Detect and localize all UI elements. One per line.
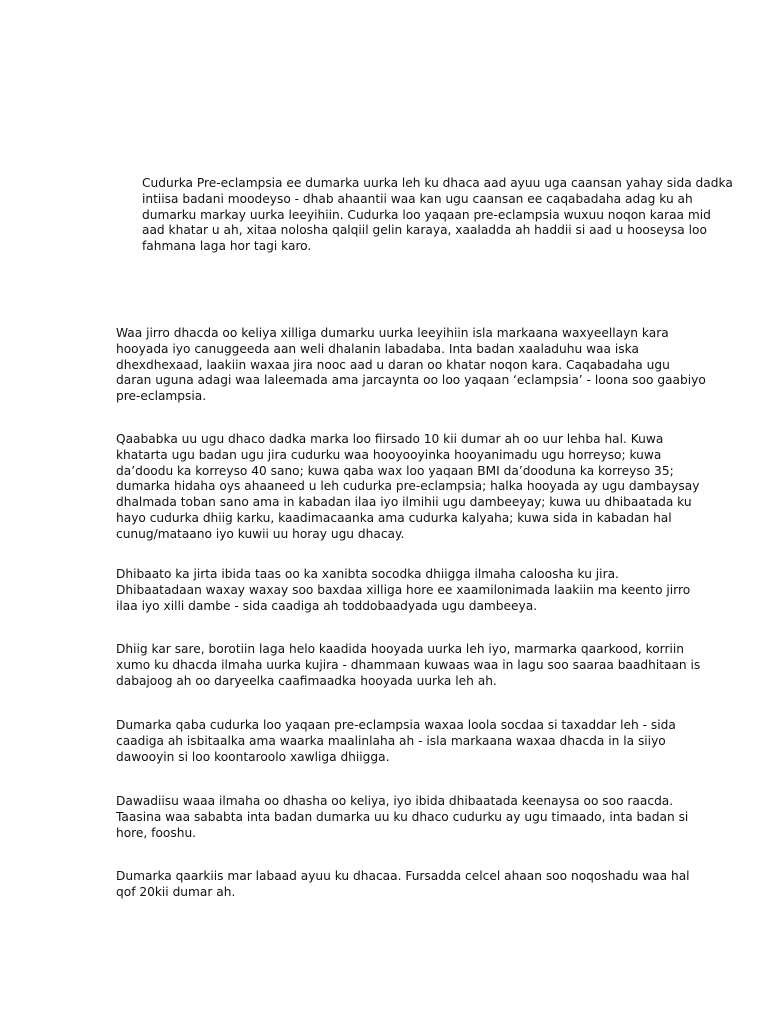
text-line: dawooyin si loo koontaroolo xawliga dhiigga. (116, 749, 390, 764)
text-line: Dawadiisu waaa ilmaha oo dhasha oo keliya, iyo ibida dhibaatada keenaysa oo soo raacda. (116, 794, 674, 808)
text-line: dabajoog ah oo daryeelka caafimaadka hooyada uurka leh ah. (116, 673, 497, 688)
text-line: cunug/mataano iyo kuwii uu horay ugu dhacay. (116, 526, 405, 541)
text-line: da’doodu ka korreyso 40 sano; kuwa qaba wax loo yaqaan BMI da’dooduna ka korreyso 35; (116, 463, 674, 478)
paragraph-risk-factors (116, 432, 699, 543)
text-line: aad khatar u ah, xitaa nolosha qalqiil gelin karaya, xaaladda ah haddii si aad u hooseysa loo (142, 223, 707, 238)
text-line: hore, fooshu. (116, 825, 197, 840)
text-line: Waa jirro dhacda oo keliya xilliga dumarku uurka leeyihiin isla markaana waxyeellayn kara (116, 326, 669, 340)
text-line: intiisa badani moodeyso - dhab ahaantii waa kan ugu caansan ee caqabadaha adag ku ah (142, 191, 693, 206)
text-line: Dumarka qaba cudurka loo yaqaan pre-eclampsia waxaa loola socdaa si taxaddar leh - sida (116, 718, 676, 732)
text-line: pre-eclampsia. (116, 389, 207, 404)
text-line: Dhibaato ka jirta ibida taas oo ka xanibta socodka dhiigga ilmaha caloosha ku jira. (116, 567, 619, 581)
text-line: hayo cudurka dhiig karku, kaadimacaanka ama cudurka kalyaha; kuwa sida in kabadan hal (116, 510, 672, 525)
text-line: dumarka hidaha oys ahaaneed u leh cudurka pre-eclampsia; halka hooyada ay ugu dambaysay (116, 479, 700, 494)
text-line: Dumarka qaarkiis mar labaad ayuu ku dhacaa. Fursadda celcel ahaan soo noqoshadu waa hal (116, 869, 690, 883)
paragraph-treatment (116, 794, 688, 841)
text-line: hooyada iyo canuggeeda aan weli dhalanin labadaba. Inta badan xaaladuhu waa iska (116, 341, 639, 356)
text-line: Dhiig kar sare, borotiin laga helo kaadida hooyada uurka leh iyo, marmarka qaarkood, korriin (116, 642, 684, 656)
paragraph-definition (116, 326, 706, 405)
text-line: Taasina waa sababta inta badan dumarka uu ku dhaco cudurku ay ugu timaado, inta badan si (116, 809, 689, 824)
paragraph-symptoms (116, 642, 700, 689)
text-line: Qaababka uu ugu dhaco dadka marka loo fiirsado 10 kii dumar ah oo uur lehba hal. Kuwa (116, 432, 664, 446)
text-line: fahmana laga hor tagi karo. (142, 239, 312, 254)
paragraph-monitoring (116, 718, 676, 765)
text-line: Cudurka Pre-eclampsia ee dumarka uurka leh ku dhaca aad ayuu uga caansan yahay sida dadka (142, 176, 733, 190)
paragraph-cause (116, 567, 690, 614)
text-line: xumo ku dhacda ilmaha uurka kujira - dhammaan kuwaas waa in lagu soo saaraa baadhitaan is (116, 657, 701, 672)
text-line: dumarku markay uurka leeyihiin. Cudurka loo yaqaan pre-eclampsia wuxuu noqon karaa mid (142, 207, 711, 222)
text-line: caadiga ah isbitaalka ama waarka maalinlaha ah - isla markaana waxaa dhacda in la siiyo (116, 733, 666, 748)
text-line: dhexdhexaad, laakiin waxaa jira nooc aad u daran oo khatar noqon kara. Caqabadaha ugu (116, 357, 670, 372)
text-line: daran uguna adagi waa laleemada ama jarcaynta oo loo yaqaan ‘eclampsia’ - loona soo gaabiyo (116, 373, 706, 388)
text-line: qof 20kii dumar ah. (116, 884, 236, 899)
paragraph-intro (142, 176, 733, 255)
text-line: ilaa iyo xilli dambe - sida caadiga ah toddobaadyada ugu dambeeya. (116, 598, 538, 613)
text-line: Dhibaatadaan waxay waxay soo baxdaa xilliga hore ee xaamilonimada laakiin ma keento jirro (116, 582, 691, 597)
paragraph-recurrence (116, 869, 690, 901)
text-line: khatarta ugu badan ugu jira cudurku waa hooyooyinka hooyanimadu ugu horreyso; kuwa (116, 447, 662, 462)
text-line: dhalmada toban sano ama in kabadan ilaa iyo ilmihii ugu dambeeyay; kuwa uu dhibaatada ku (116, 495, 692, 510)
